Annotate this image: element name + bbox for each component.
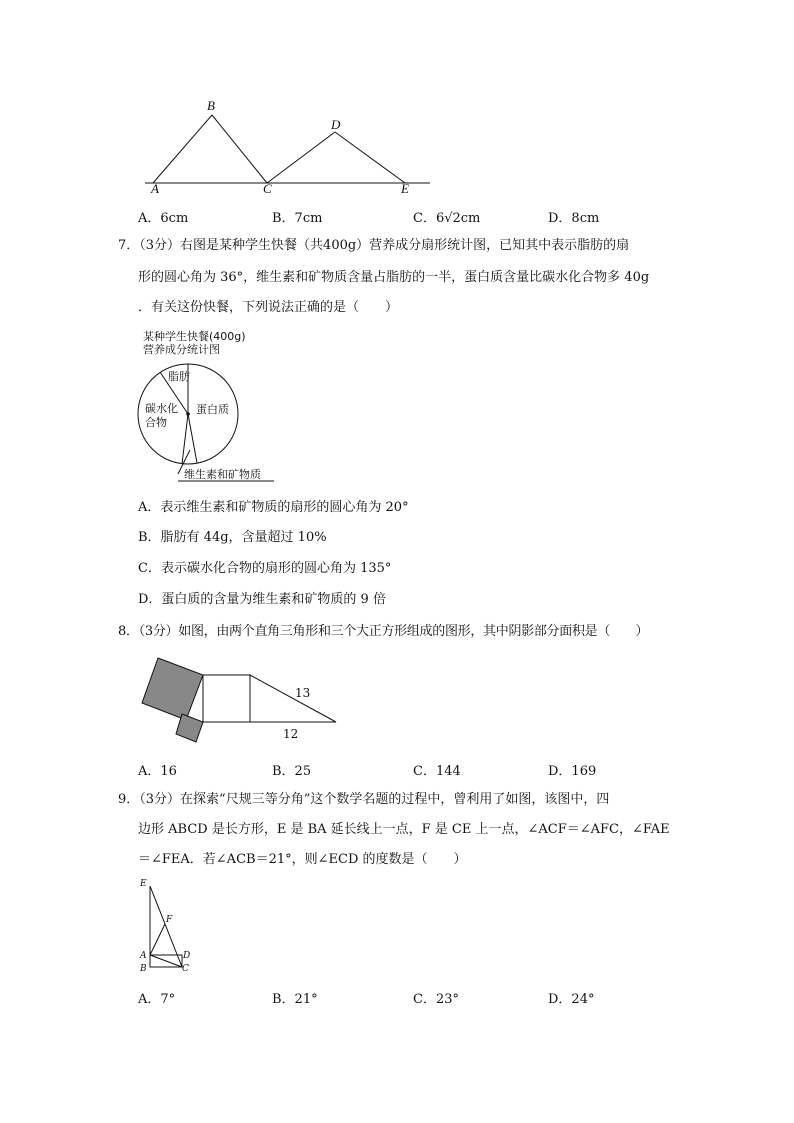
- q9-stem-line3: ＝∠FEA．若∠ACB＝21°，则∠ECD 的度数是（ ）: [138, 852, 467, 867]
- shaded-square-large: [142, 658, 203, 720]
- pie-chart-title-line2: 营养成分统计图: [143, 343, 220, 356]
- q6-option-d[interactable]: D．8cm: [548, 211, 600, 226]
- pie-chart-title: [143, 330, 246, 356]
- pie-label-carb-line1: 碳水化: [145, 402, 178, 415]
- q8-option-a[interactable]: A．16: [138, 764, 177, 779]
- q6-option-c[interactable]: C．6√2cm: [413, 211, 481, 226]
- q8-label-12: 12: [283, 727, 299, 741]
- q7-option-c[interactable]: C．表示碳水化合物的扇形的圆心角为 135°: [138, 561, 392, 576]
- pie-label-protein: 蛋白质: [196, 403, 229, 416]
- q9-label-E: E: [140, 879, 147, 889]
- middle-square: [203, 675, 250, 722]
- q9-option-b[interactable]: B．21°: [272, 992, 318, 1007]
- q7-option-d[interactable]: D．蛋白质的含量为维生素和矿物质的 9 倍: [138, 592, 386, 607]
- q9-stem-line2: 边形 ABCD 是长方形，E 是 BA 延长线上一点，F 是 CE 上一点，∠ACF＝∠AFC，∠FAE: [138, 822, 670, 837]
- q8-option-d[interactable]: D．169: [548, 764, 597, 779]
- q7-stem-line1: 7．（3分）右图是某种学生快餐（共400g）营养成分扇形统计图，已知其中表示脂肪的扇: [118, 238, 630, 253]
- segment-DE: [335, 132, 405, 183]
- pie-label-fat: 脂肪: [168, 370, 190, 383]
- q8-option-c[interactable]: C．144: [413, 764, 461, 779]
- q7-option-a[interactable]: A．表示维生素和矿物质的扇形的圆心角为 20°: [138, 500, 409, 515]
- q8-stem: 8．（3分）如图，由两个直角三角形和三个大正方形组成的图形，其中阴影部分面积是（ ）: [118, 624, 649, 639]
- triangle-large: [250, 675, 336, 722]
- point-label-E: E: [401, 181, 409, 196]
- q9-label-B: B: [140, 964, 147, 974]
- q7-option-b[interactable]: B．脂肪有 44g，含量超过 10%: [138, 530, 327, 545]
- q9-option-a[interactable]: A．7°: [138, 992, 176, 1007]
- pie-label-carb-line2: 合物: [145, 416, 167, 429]
- pie-center: [186, 412, 190, 416]
- q9-label-A: A: [140, 951, 147, 961]
- point-label-B: B: [207, 98, 215, 113]
- q7-stem-line3: ．有关这份快餐，下列说法正确的是（ ）: [138, 300, 399, 315]
- segment-BC: [212, 115, 267, 183]
- q8-option-b[interactable]: B．25: [272, 764, 312, 779]
- segment-CD: [267, 132, 335, 183]
- q9-label-C: C: [182, 964, 189, 974]
- q8-figure: [138, 652, 348, 747]
- q6-figure: [140, 95, 440, 200]
- q6-option-b[interactable]: B．7cm: [272, 211, 323, 226]
- q9-label-D: D: [183, 951, 191, 961]
- pie-chart-title-line1: 某种学生快餐(400g): [143, 330, 246, 343]
- segment-AF: [150, 924, 165, 955]
- q9-label-F: F: [166, 915, 173, 925]
- pie-divider-bottom-right: [188, 414, 197, 463]
- q9-stem-line1: 9．（3分）在探索“尺规三等分角”这个数学名题的过程中，曾利用了如图，该图中，四: [118, 792, 610, 807]
- q8-label-13: 13: [295, 686, 311, 700]
- point-label-C: C: [263, 181, 272, 196]
- q9-figure: [138, 878, 198, 978]
- q9-option-c[interactable]: C．23°: [413, 992, 459, 1007]
- pie-label-carb: [145, 402, 178, 430]
- segment-AC: [150, 955, 182, 967]
- pie-label-vitamin: 维生素和矿物质: [184, 468, 261, 481]
- q9-option-d[interactable]: D．24°: [548, 992, 595, 1007]
- point-label-A: A: [151, 181, 159, 196]
- q7-stem-line2: 形的圆心角为 36°，维生素和矿物质含量占脂肪的一半，蛋白质含量比碳水化合物多 40g: [138, 270, 650, 285]
- point-label-D: D: [331, 117, 341, 132]
- q6-option-a[interactable]: A．6cm: [138, 211, 189, 226]
- segment-AB: [153, 115, 212, 183]
- vitamin-label-underline: [176, 479, 276, 483]
